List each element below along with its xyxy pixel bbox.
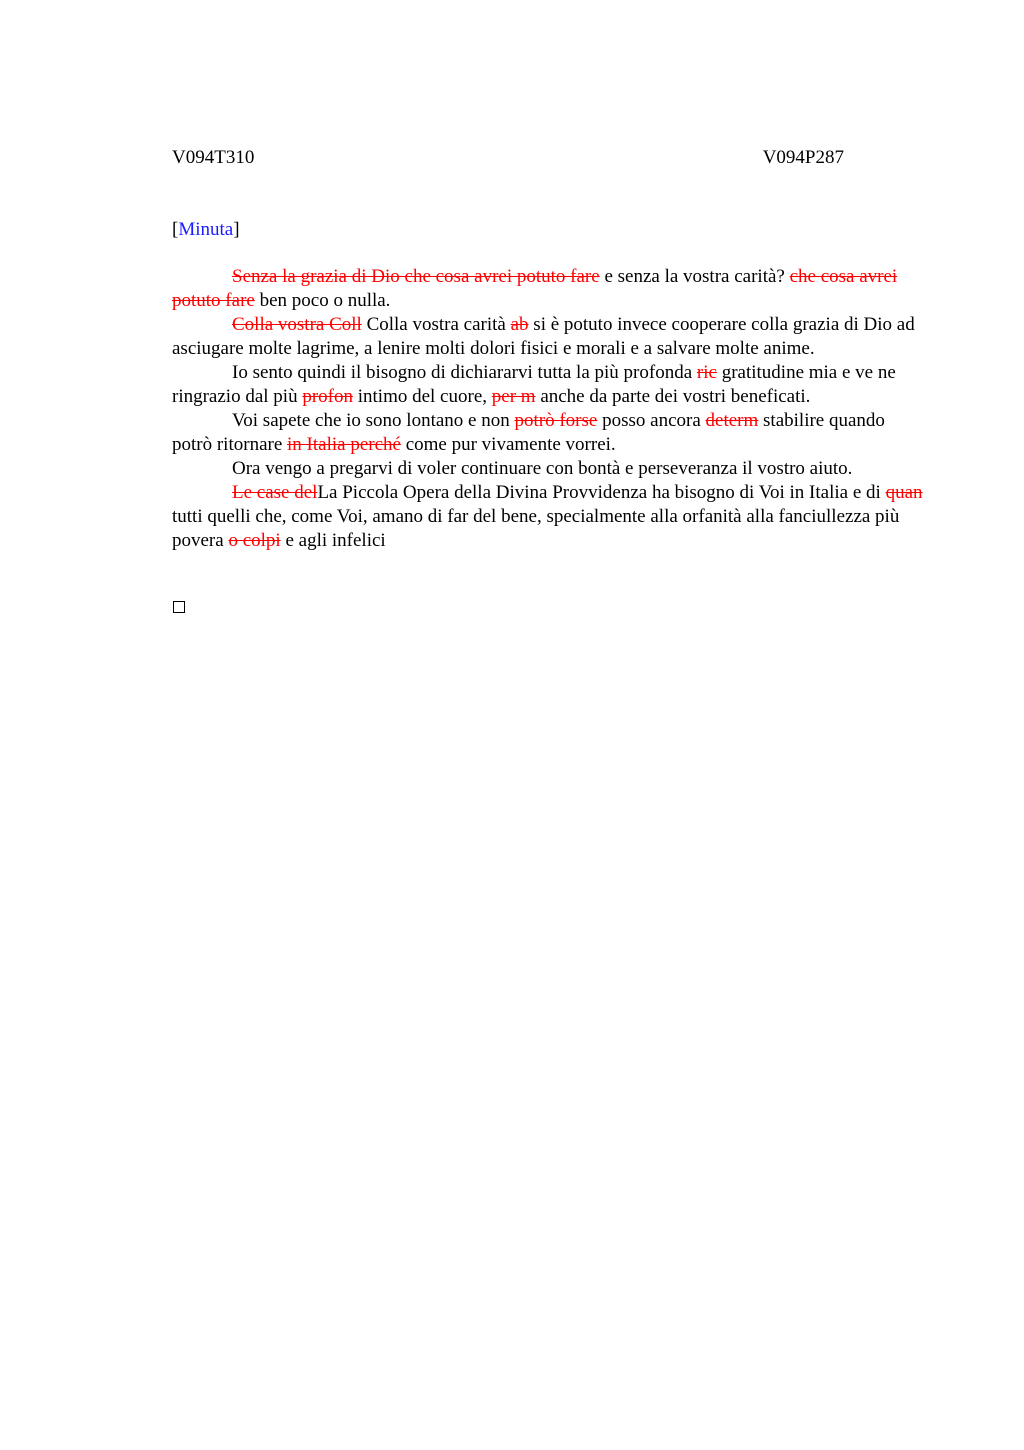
deleted-text: ab [510,314,529,335]
deleted-text: Le case del [232,482,318,503]
paragraph [172,457,924,481]
text-segment: Voi sapete che io sono lontano e non [232,410,515,431]
text-segment: ben poco o nulla. [254,290,391,311]
letter-body [172,265,924,553]
paragraph [172,313,924,361]
text-segment: stabilire quando potrò ritornare [172,410,885,455]
deleted-text: Colla vostra Coll [232,314,362,335]
text-segment: anche da parte dei vostri beneficati. [535,386,811,407]
deleted-text: determ [705,410,759,431]
deleted-text: ric [696,362,717,383]
label-close-bracket: ] [233,219,240,240]
deleted-text: o colpi [228,530,281,551]
deleted-text: per m [491,386,536,407]
label-open-bracket: [ [172,219,179,240]
text-segment: come pur vivamente vorrei. [400,434,616,455]
deleted-text: profon [302,386,353,407]
deleted-text: in Italia perché [287,434,401,455]
text-segment: e agli infelici [280,530,386,551]
deleted-text: che cosa avrei potuto fare [172,266,898,311]
document-code-right: V094P287 [762,147,844,168]
deleted-text: quan [885,482,923,503]
label-word: Minuta [178,219,234,240]
paragraph [172,409,924,457]
paragraph [172,361,924,409]
text-segment: intimo del cuore, [352,386,492,407]
text-segment: Io sento quindi il bisogno di dichiararvi tutta la più profonda [232,362,697,383]
text-segment: La Piccola Opera della Divina Provvidenza ha bisogno di Voi in Italia e di [317,482,886,503]
text-segment: posso ancora [597,410,706,431]
text-segment: Ora vengo a pregarvi di voler continuare con bontà e perseveranza il vostro aiuto. [232,458,853,479]
checkbox-square-icon [173,601,185,613]
text-segment: tutti quelli che, come Voi, amano di far del bene, specialmente alla orfanità alla fanciullezza più povera [172,506,900,551]
deleted-text: potrò forse [514,410,598,431]
text-segment: gratitudine mia e ve ne ringrazio dal più [172,362,896,407]
text-segment: e senza la vostra carità? [599,266,790,287]
paragraph [172,481,924,553]
draft-label [172,218,240,242]
paragraph [172,265,924,313]
document-code-left: V094T310 [172,147,255,168]
deleted-text: Senza la grazia di Dio che cosa avrei potuto fare [232,266,600,287]
text-segment: si è potuto invece cooperare colla grazia di Dio ad asciugare molte lagrime, a lenire molti dolori fisici e morali e a salvare molte anime. [172,314,915,359]
text-segment: Colla vostra carità [361,314,511,335]
